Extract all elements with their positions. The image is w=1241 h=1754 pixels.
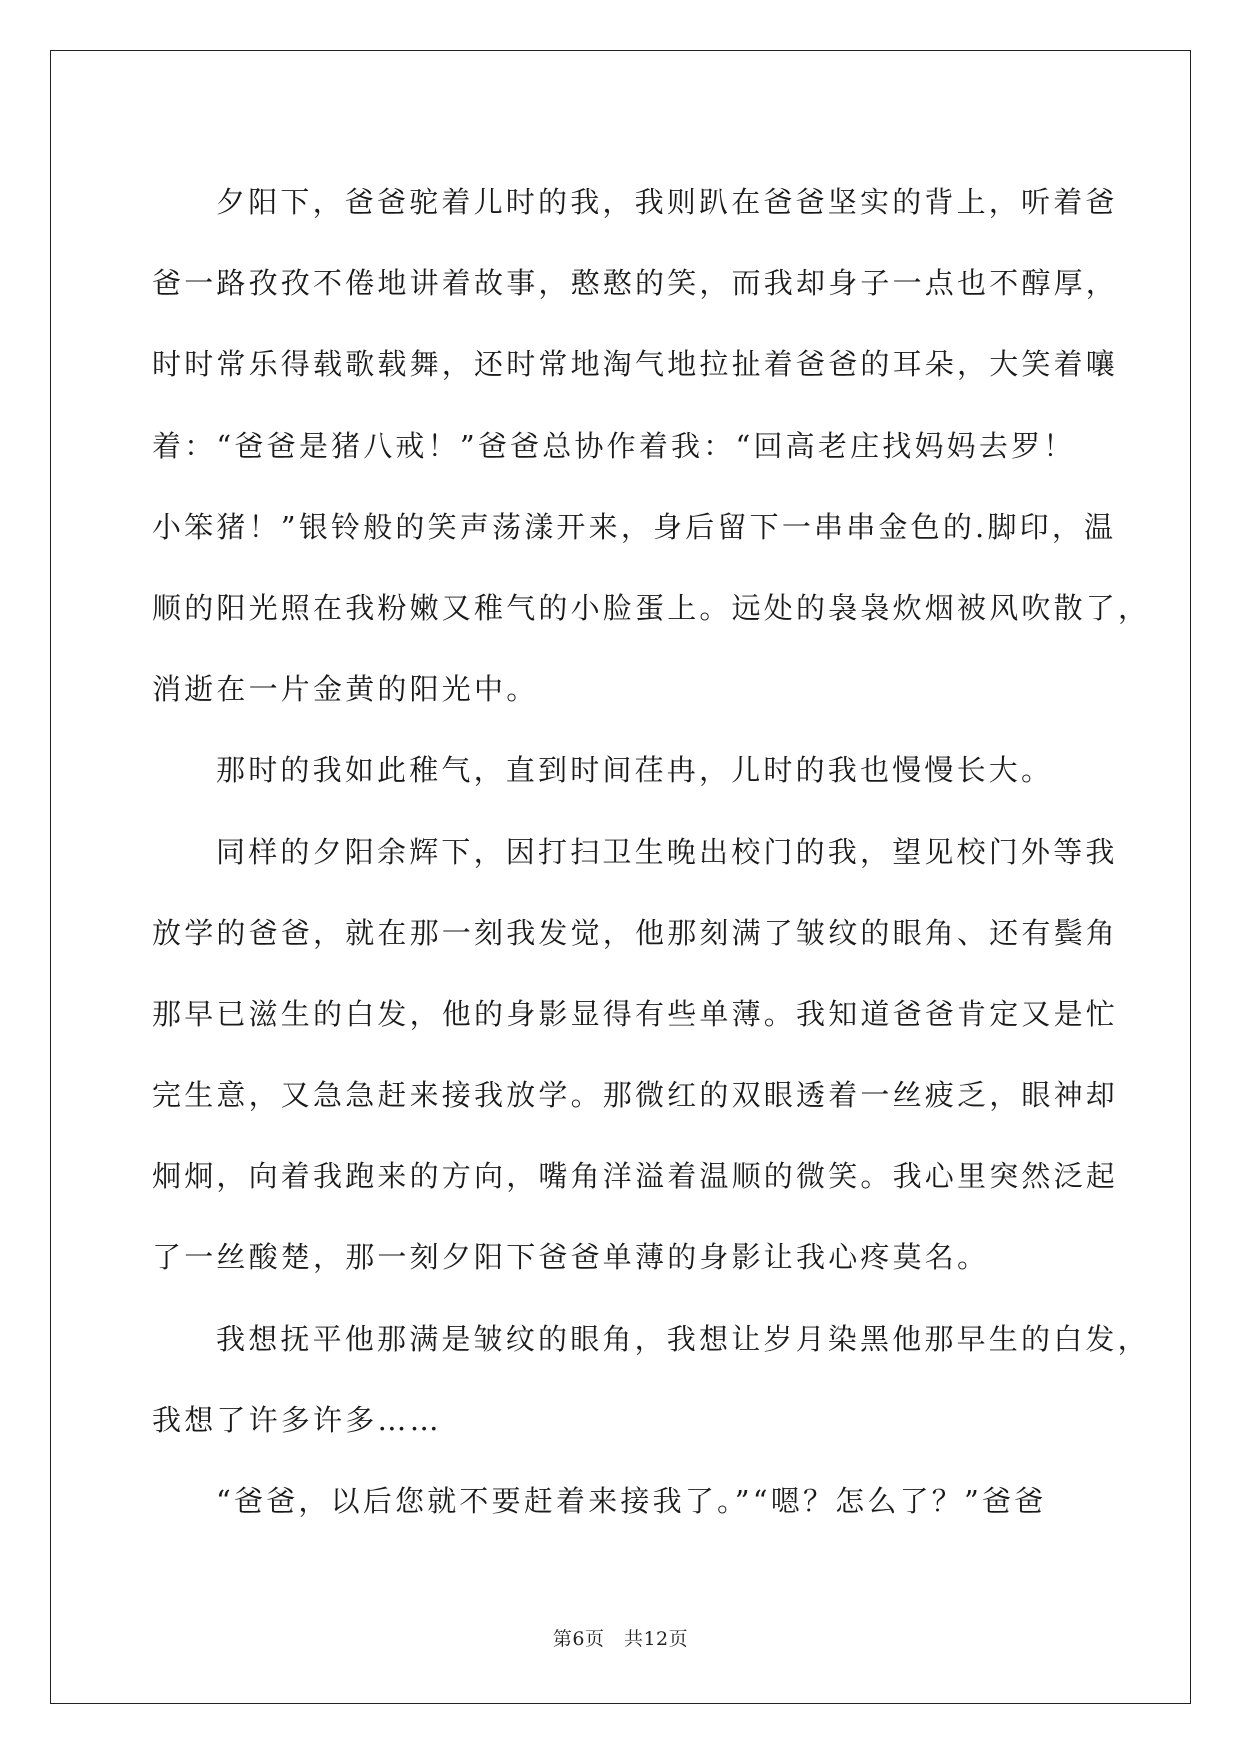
- document-body: [152, 162, 1151, 1542]
- text-line: 消逝在一片金黄的阳光中。: [152, 672, 539, 707]
- page-footer: [0, 1624, 1241, 1651]
- text-line: 炯炯，向着我跑来的方向，嘴角洋溢着温顺的微笑。我心里突然泛起: [152, 1159, 1119, 1194]
- text-line: 我想了许多许多……: [152, 1402, 442, 1437]
- text-line: 顺的阳光照在我粉嫩又稚气的小脸蛋上。远处的袅袅炊烟被风吹散了，: [152, 590, 1151, 625]
- text-line: 着：“爸爸是猪八戒！”爸爸总协作着我：“回高老庄找妈妈去罗！: [152, 428, 1076, 463]
- paragraph-5: [152, 1461, 1092, 1542]
- paragraph-4: [152, 1299, 1150, 1461]
- text-line: 那时的我如此稚气，直到时间荏冉，儿时的我也慢慢长大。: [216, 753, 1054, 788]
- text-line: 那早已滋生的白发，他的身影显得有些单薄。我知道爸爸肯定又是忙: [152, 996, 1119, 1031]
- paragraph-1: [152, 162, 1151, 730]
- text-line: 我想抚平他那满是皱纹的眼角，我想让岁月染黑他那早生的白发，: [216, 1321, 1150, 1356]
- text-line: 夕阳下，爸爸驼着儿时的我，我则趴在爸爸坚实的背上，听着爸: [216, 185, 1118, 219]
- page-number-label: 第6页 共12页: [552, 1628, 689, 1650]
- text-line: 爸一路孜孜不倦地讲着故事，憨憨的笑，而我却身子一点也不醇厚，: [152, 266, 1119, 301]
- text-line: 放学的爸爸，就在那一刻我发觉，他那刻满了皱纹的眼角、还有鬓角: [152, 915, 1119, 950]
- text-line: 了一丝酸楚，那一刻夕阳下爸爸单薄的身影让我心疼莫名。: [152, 1240, 990, 1275]
- paragraph-2: [152, 730, 1092, 811]
- paragraph-3: [152, 812, 1119, 1299]
- text-line: “爸爸，以后您就不要赶着来接我了。”“嗯？怎么了？”爸爸: [216, 1484, 1047, 1518]
- text-line: 完生意，又急急赶来接我放学。那微红的双眼透着一丝疲乏，眼神却: [152, 1078, 1119, 1113]
- text-line: 同样的夕阳余辉下，因打扫卫生晚出校门的我，望见校门外等我: [216, 834, 1118, 869]
- text-line: 小笨猪！”银铃般的笑声荡漾开来，身后留下一串串金色的.脚印，温: [152, 509, 1117, 544]
- text-line: 时时常乐得载歌载舞，还时常地淘气地拉扯着爸爸的耳朵，大笑着嚷: [152, 347, 1119, 382]
